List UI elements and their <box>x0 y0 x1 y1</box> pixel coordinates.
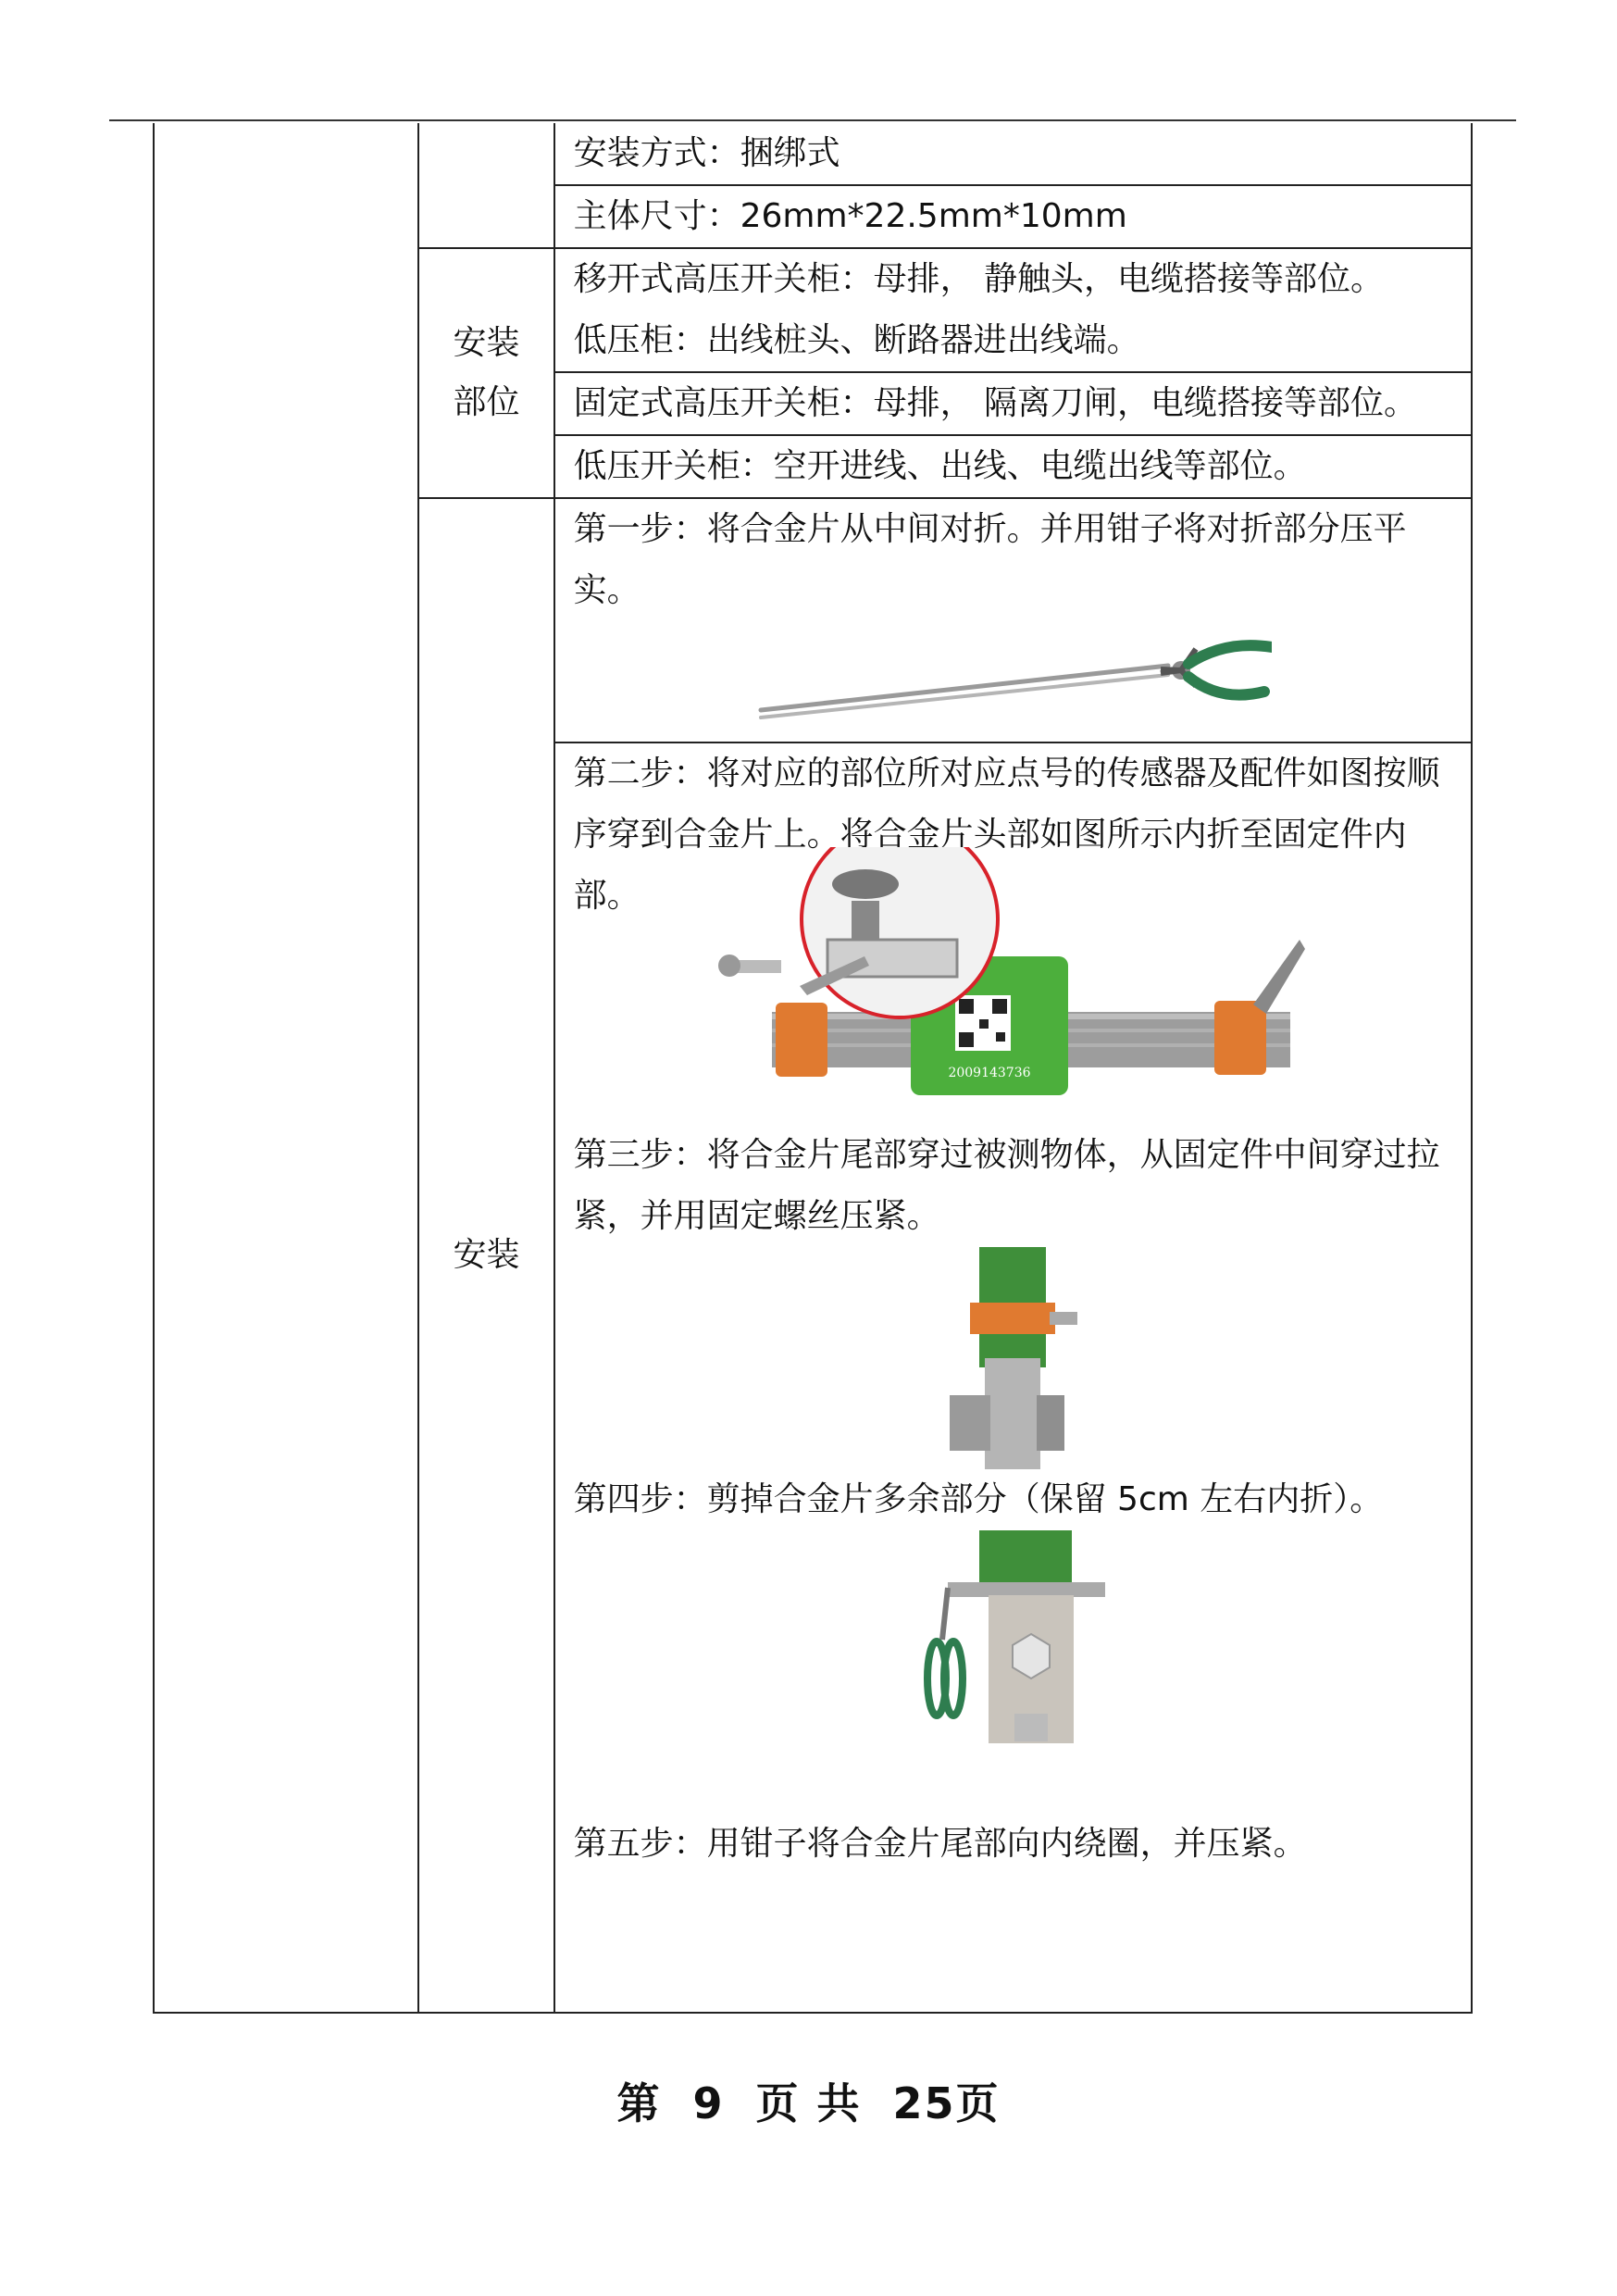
right-clip <box>1214 1001 1266 1075</box>
empty-first-column <box>154 123 418 2013</box>
busbar-mount-illustration <box>920 1247 1105 1469</box>
step2-text: 第二步：将对应的部位所对应点号的传感器及配件如图按顺序穿到合金片上。将合金片头部如图所示内折至固定件内部。 <box>573 755 1440 915</box>
fixed-hv-cabinet-text: 固定式高压开关柜：母排， 隔离刀闸，电缆搭接等部位。 <box>573 384 1418 422</box>
body-size: 主体尺寸：26mm*22.5mm*10mm <box>573 197 1127 235</box>
install-location-label-line1: 安装 <box>453 324 520 362</box>
step5-text: 第五步：用钳子将合金片尾部向内绕圈，并压紧。 <box>573 1825 1307 1863</box>
install-location-label-line2: 部位 <box>453 383 520 421</box>
sensor-id: 2009143736 <box>948 1066 1031 1080</box>
step4-text: 第四步：剪掉合金片多余部分（保留 5cm 左右内折）。 <box>573 1480 1384 1518</box>
scissors-cut-illustration <box>911 1530 1114 1753</box>
sensor-assembly-illustration <box>707 847 1318 1116</box>
mobile-hv-cabinet-text: 移开式高压开关柜：母排， 静触头，电缆搭接等部位。 <box>573 260 1385 298</box>
lv-switch-cabinet-text: 低压开关柜：空开进线、出线、电缆出线等部位。 <box>573 447 1307 485</box>
spec-table <box>153 123 1473 2014</box>
total-pages: 25页 <box>892 2078 1001 2128</box>
footer-middle: 页 共 <box>755 2078 862 2128</box>
pliers-illustration <box>753 621 1272 723</box>
step3-text: 第三步：将合金片尾部穿过被测物体，从固定件中间穿过拉紧，并用固定螺丝压紧。 <box>573 1136 1440 1235</box>
install-location-label <box>418 248 554 498</box>
install-method: 安装方式：捆绑式 <box>573 134 840 172</box>
steps-block <box>555 743 1471 1875</box>
footer-prefix: 第 <box>616 2078 662 2128</box>
top-rule <box>109 119 1516 121</box>
lv-cabinet-text: 低压柜：出线桩头、断路器进出线端。 <box>573 321 1140 359</box>
installation-label: 安装 <box>418 498 554 2013</box>
step1-block <box>555 499 1471 723</box>
zoom-highlight-circle <box>802 847 998 1017</box>
left-clip <box>776 1003 827 1077</box>
step1-text: 第一步：将合金片从中间对折。并用钳子将对折部分压平实。 <box>573 510 1407 609</box>
current-page-number: 9 <box>692 2078 725 2128</box>
page-footer <box>0 2070 1617 2131</box>
empty-label-cell <box>418 123 554 248</box>
